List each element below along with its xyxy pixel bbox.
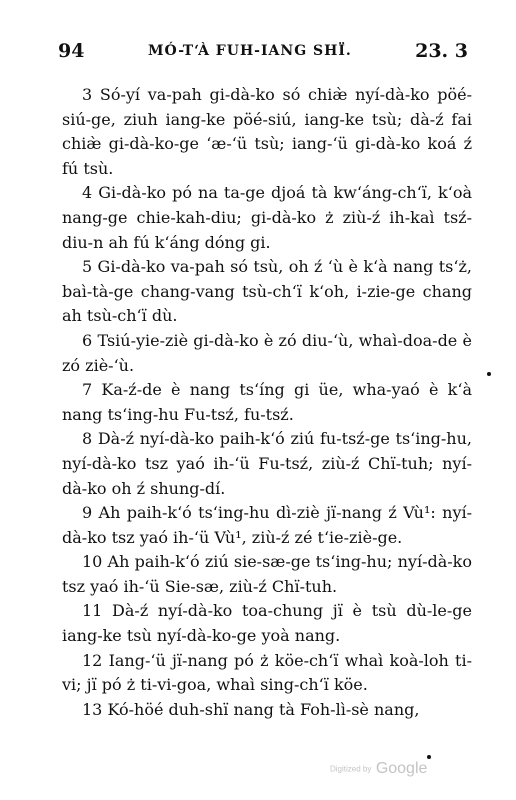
verse-11: 11 Dà-ź nyí-dà-ko toa-chung jï è tsù dù-le-ge iang-ke tsù nyí-dà-ko-ge yoà nang. bbox=[62, 601, 472, 646]
running-title: MÓ-T‘À FUH-IANG SHÏ. bbox=[148, 43, 352, 59]
verse-10: 10 Ah paih-k‘ó ziú sie-sæ-ge ts‘ing-hu; nyí-dà-ko tsz yaó ih-‘ü Sie-sæ, ziù-ź Chï-tuh. bbox=[62, 552, 472, 596]
watermark-prefix: Digitized by bbox=[330, 764, 372, 774]
verse-6: 6 Tsiú-yie-ziè gi-dà-ko è zó diu-‘ù, whaì-doa-de è zó ziè-‘ù. bbox=[62, 330, 472, 375]
verse-12: 12 Iang-‘ü jï-nang pó ż köe-ch‘ï whaì koà-loh ti-vi; jï pó ż ti-vi-goa, whaì sing-ch‘ï köe. bbox=[62, 650, 472, 695]
verse-8: 8 Dà-ź nyí-dà-ko paih-k‘ó ziú fu-tsź-ge ts‘ing-hu, nyí-dà-ko tsz yaó ih-‘ü Fu-tsź, ziù-ź Chï-tuh; nyí-dà-ko oh ź shung-dí. bbox=[62, 429, 472, 498]
verse-9: 9 Ah paih-k‘ó ts‘ing-hu dì-ziè jï-nang ź Vù¹: nyí-dà-ko tsz yaó ih-‘ü Vù¹, ziù-ź zé t‘ie-ziè-ge. bbox=[62, 503, 472, 547]
page-number: 94 bbox=[58, 40, 85, 62]
footer-dot-mark bbox=[427, 755, 431, 759]
google-logo: Google bbox=[375, 760, 428, 777]
page-header bbox=[58, 40, 468, 64]
verse-13: 13 Kó-höé duh-shï nang tà Foh-lì-sè nang, bbox=[82, 699, 420, 719]
verse-7: 7 Ka-ź-de è nang ts‘íng gi üe, wha-yaó è k‘à nang ts‘ing-hu Fu-tsź, fu-tsź. bbox=[62, 380, 472, 424]
margin-dot-mark bbox=[487, 372, 491, 376]
verse-4: 4 Gi-dà-ko pó na ta-ge djoá tà kw‘áng-ch‘ï, k‘oà nang-ge chie-kah-diu; gi-dà-ko ż ziù-ź ih-kaì tsź-diu-n ah fú k‘áng dóng gi. bbox=[62, 183, 472, 252]
verse-3: 3 Só-yí va-pah gi-dà-ko só chiæ̀ nyí-dà-ko pöé-siú-ge, ziuh iang-ke pöé-siú, iang-ke tsù; dà-ź fai chiæ̀ gi-dà-ko-ge ‘æ-‘ü tsù; iang-‘ü gi-dà-ko koá ź fú tsù. bbox=[62, 85, 472, 178]
chapter-reference: 23. 3 bbox=[415, 40, 468, 62]
digitization-watermark bbox=[330, 760, 427, 778]
verse-text bbox=[62, 83, 472, 722]
verse-5: 5 Gi-dà-ko va-pah só tsù, oh ź ‘ù è k‘à nang ts‘ż, baì-tà-ge chang-vang tsù-ch‘ï k‘oh, i-zie-ge chang ah tsù-ch‘ï dù. bbox=[62, 257, 472, 326]
